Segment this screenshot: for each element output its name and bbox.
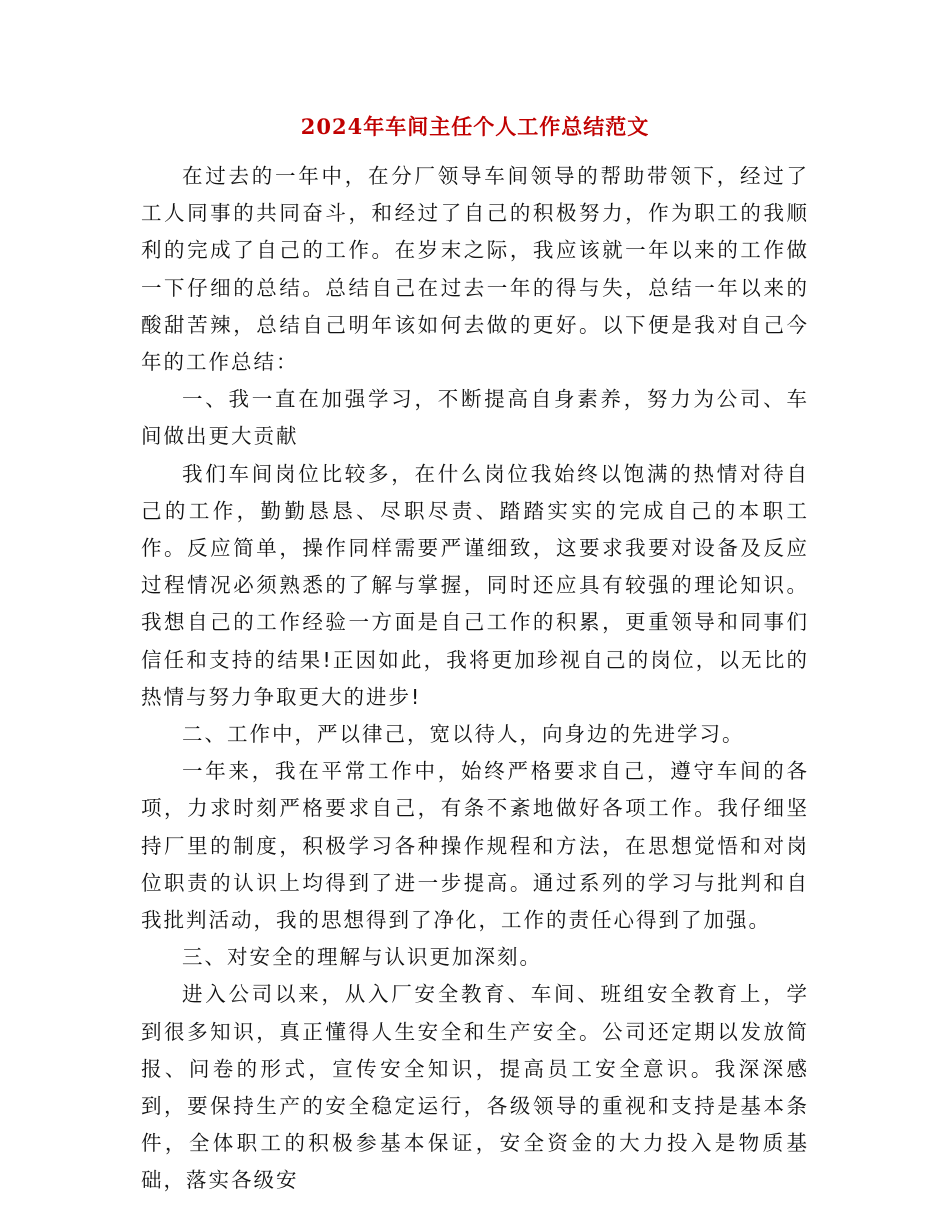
paragraph-section-1: 我们车间岗位比较多，在什么岗位我始终以饱满的热情对待自己的工作，勤勤恳恳、尽职尽责、踏踏实实的完成自己的本职工作。反应简单，操作同样需要严谨细致，这要求我要对设备及反应过程情况必须熟悉的了解与掌握，同时还应具有较强的理论知识。我想自己的工作经验一方面是自己工作的积累，更重领导和同事们信任和支持的结果!正因如此，我将更加珍视自己的岗位，以无比的热情与努力争取更大的进步! [141,461,809,709]
section-heading-2: 二、工作中，严以律己，宽以待人，向身边的先进学习。 [182,722,745,747]
document-title: 2024年车间主任个人工作总结范文 [300,114,650,139]
paragraph-section-2: 一年来，我在平常工作中，始终严格要求自己，遵守车间的各项，力求时刻严格要求自己，有条不紊地做好各项工作。我仔细坚持厂里的制度，积极学习各种操作规程和方法，在思想觉悟和对岗位职责的认识上均得到了进一步提高。通过系列的学习与批判和自我批判活动，我的思想得到了净化，工作的责任心得到了加强。 [141,759,809,933]
paragraph-intro: 在过去的一年中，在分厂领导车间领导的帮助带领下，经过了工人同事的共同奋斗，和经过了自己的积极努力，作为职工的我顺利的完成了自己的工作。在岁末之际，我应该就一年以来的工作做一下仔细的总结。总结自己在过去一年的得与失，总结一年以来的酸甜苦辣，总结自己明年该如何去做的更好。以下便是我对自己今年的工作总结： [141,164,809,375]
document-body [141,158,809,1200]
paragraph-section-3: 进入公司以来，从入厂安全教育、车间、班组安全教育上，学到很多知识，真正懂得人生安全和生产安全。公司还定期以发放简报、问卷的形式，宣传安全知识，提高员工安全意识。我深深感到，要保持生产的安全稳定运行，各级领导的重视和支持是基本条件，全体职工的积极参基本保证，安全资金的大力投入是物质基础，落实各级安 [141,982,809,1193]
section-heading-3: 三、对安全的理解与认识更加深刻。 [182,945,542,970]
section-heading-1: 一、我一直在加强学习，不断提高自身素养，努力为公司、车间做出更大贡献 [141,387,809,449]
